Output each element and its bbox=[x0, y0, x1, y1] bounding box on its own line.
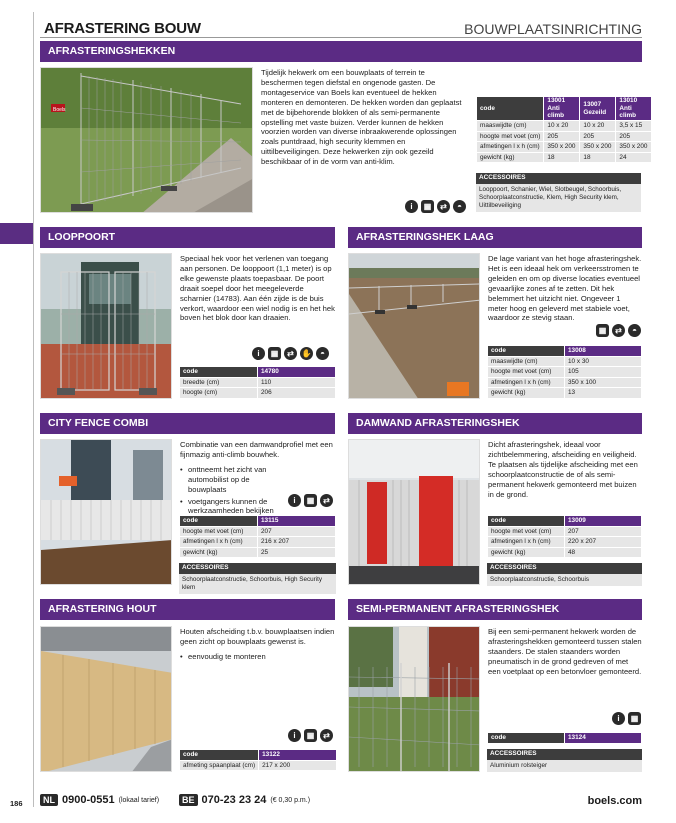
phone-be: 070-23 23 24 bbox=[201, 794, 267, 806]
manual-icon: ▦ bbox=[596, 324, 609, 337]
spec-cell: afmetingen l x h (cm) bbox=[488, 377, 565, 388]
spec-cell: 18 bbox=[580, 152, 616, 163]
section-desc-text: Houten afscheiding t.b.v. bouwplaatsen indien geen zicht op bouwplaats gewenst is. bbox=[180, 627, 335, 646]
spec-header-cell: code bbox=[180, 367, 258, 378]
accessories-list: Aluminium rolsteiger bbox=[487, 760, 642, 772]
spec-cell: 24 bbox=[616, 152, 652, 163]
spec-cell: breedte (cm) bbox=[180, 377, 258, 388]
spec-cell: afmeting spaanplaat (cm) bbox=[180, 760, 259, 771]
photo-wooden-fence bbox=[40, 626, 172, 772]
accessories-damwand-afrasteringshek bbox=[487, 563, 642, 586]
spec-header-cell: 13007 Gezeild bbox=[580, 97, 616, 121]
footer-contact-nl bbox=[40, 794, 159, 806]
info-icon: i bbox=[288, 729, 301, 742]
spec-cell: 105 bbox=[565, 367, 642, 378]
manual-icon: ▦ bbox=[304, 729, 317, 742]
spec-header-cell: code bbox=[477, 97, 544, 121]
spec-cell: 48 bbox=[565, 547, 642, 558]
spec-cell: maaswijdte (cm) bbox=[488, 356, 565, 367]
page-number: 186 bbox=[10, 799, 23, 808]
spec-table-afrastering-hout bbox=[179, 749, 337, 771]
photo-fence-sidewalk bbox=[40, 67, 253, 213]
photo-looppoort bbox=[40, 253, 172, 399]
country-code-nl: NL bbox=[40, 794, 58, 806]
phone-note-be: (€ 0,30 p.m.) bbox=[270, 796, 311, 804]
spec-cell: 205 bbox=[616, 131, 652, 142]
spec-cell: 10 x 30 bbox=[565, 356, 642, 367]
spec-header-cell: 13008 bbox=[565, 346, 642, 357]
page-margin-rule bbox=[33, 12, 34, 807]
website-link[interactable]: boels.com bbox=[587, 795, 642, 807]
spec-cell: 350 x 200 bbox=[544, 142, 580, 153]
section-desc-afrasteringshekken: Tijdelijk hekwerk om een bouwplaats of terrein te beschermen tegen diefstal en ongenode gasten. De montageservice van Boels kan eventueel de hekken monteren en demonteren. De hekken worden dan geplaatst met de bijbehorende blokken of als semi-permanente opstelling met vaste buizen. Verder kunnen de hekken voorzien worden van diverse inbraakwerende oplossingen zoals puntdraad, high security klemmen en uittilbeveiligingen. Deze hekwerken zijn ook gezeild beschikbaar of in de vorm van anti-klim. bbox=[261, 68, 462, 167]
spec-cell: hoogte met voet (cm) bbox=[477, 131, 544, 142]
spec-cell: 350 x 100 bbox=[565, 377, 642, 388]
section-title-afrastering-hout: AFRASTERING HOUT bbox=[40, 599, 335, 620]
spec-cell: 205 bbox=[580, 131, 616, 142]
spec-header-cell: code bbox=[488, 733, 565, 744]
page-category: BOUWPLAATSINRICHTING bbox=[464, 21, 642, 37]
feature-icons-semi-permanent bbox=[612, 712, 641, 725]
spec-cell: afmetingen l x h (cm) bbox=[488, 537, 565, 548]
country-code-be: BE bbox=[179, 794, 198, 806]
spec-table-afrasteringshek-laag bbox=[487, 345, 642, 399]
feature-icons-afrasteringshek-laag bbox=[596, 324, 641, 337]
spec-cell: 217 x 200 bbox=[259, 760, 337, 771]
accessories-semi-permanent bbox=[487, 749, 642, 772]
header-rule bbox=[40, 37, 642, 38]
spec-cell: 216 x 207 bbox=[258, 537, 336, 548]
spec-table-looppoort bbox=[179, 366, 336, 399]
spec-header-cell: code bbox=[488, 346, 565, 357]
spec-table-afrasteringshekken bbox=[476, 96, 652, 163]
spec-cell: 10 x 20 bbox=[580, 121, 616, 132]
spec-cell: maaswijdte (cm) bbox=[477, 121, 544, 132]
phone-note-nl: (lokaal tarief) bbox=[118, 796, 160, 804]
info-icon: i bbox=[612, 712, 625, 725]
spec-cell: 13 bbox=[565, 388, 642, 399]
accessories-header: ACCESSOIRES bbox=[476, 173, 641, 184]
spec-header-cell: code bbox=[180, 750, 259, 761]
bullet-item: • eenvoudig te monteren bbox=[180, 652, 336, 662]
gloves-icon: ✋ bbox=[301, 349, 312, 358]
spec-table-semi-permanent bbox=[487, 732, 642, 744]
spec-header-cell: 13001 Anti climb bbox=[544, 97, 580, 121]
spec-table-damwand-afrasteringshek bbox=[487, 515, 642, 558]
photo-semi-permanent-fence bbox=[348, 626, 480, 772]
spec-cell: gewicht (kg) bbox=[488, 547, 565, 558]
spec-header-cell: code bbox=[488, 516, 565, 527]
section-title-damwand-afrasteringshek: DAMWAND AFRASTERINGSHEK bbox=[348, 413, 642, 434]
section-desc-text: Combinatie van een damwandprofiel met een fijnmazig anti-climb bouwhek. bbox=[180, 440, 333, 459]
feature-icons-looppoort bbox=[252, 347, 329, 360]
page-title: AFRASTERING BOUW bbox=[44, 20, 201, 37]
section-title-afrasteringshek-laag: AFRASTERINGSHEK LAAG bbox=[348, 227, 642, 248]
spec-cell: 18 bbox=[544, 152, 580, 163]
spec-cell: 207 bbox=[565, 526, 642, 537]
spec-cell: 350 x 200 bbox=[580, 142, 616, 153]
transport-icon: ⇄ bbox=[437, 200, 450, 213]
accessories-afrasteringshekken bbox=[476, 173, 641, 212]
section-title-looppoort: LOOPPOORT bbox=[40, 227, 335, 248]
manual-icon: ▦ bbox=[628, 712, 641, 725]
feature-icons-afrasteringshekken bbox=[405, 200, 466, 213]
helmet-icon: ◓ bbox=[316, 347, 329, 360]
section-desc-afrasteringshek-laag: De lage variant van het hoge afrasteringshek. Het is een ideaal hek om verkeersstromen te geleiden en om op diverse locaties eventueel gevaarlijke zones af te zetten. Dit hek belemmert het uitzicht niet. Ongeveer 1 meter hoog en geleverd met stabiele voet, waardoor ze stevig staan. bbox=[488, 254, 642, 323]
spec-cell: hoogte met voet (cm) bbox=[488, 526, 565, 537]
spec-cell: 205 bbox=[544, 131, 580, 142]
spec-cell: afmetingen l x h (cm) bbox=[477, 142, 544, 153]
spec-cell: 3,5 x 15 bbox=[616, 121, 652, 132]
section-desc-afrastering-hout bbox=[180, 627, 336, 662]
spec-cell: 207 bbox=[258, 526, 336, 537]
spec-cell: hoogte met voet (cm) bbox=[488, 367, 565, 378]
info-icon: i bbox=[405, 200, 418, 213]
spec-header-cell: code bbox=[180, 516, 258, 527]
spec-cell: gewicht (kg) bbox=[477, 152, 544, 163]
accessories-header: ACCESSOIRES bbox=[487, 563, 642, 574]
helmet-icon: ◓ bbox=[628, 324, 641, 337]
section-desc-semi-permanent: Bij een semi-permanent hekwerk worden de afrasteringshekken gemonteerd tussen stalen staanders. De stalen staanders worden pneumatisch in de grond gedreven of met een voetplaat op een betonvloer gemonteerd. bbox=[488, 627, 642, 676]
spec-cell: 350 x 200 bbox=[616, 142, 652, 153]
spec-cell: 110 bbox=[258, 377, 336, 388]
spec-cell: 25 bbox=[258, 547, 336, 558]
photo-damwand-fence bbox=[348, 439, 480, 585]
spec-cell: hoogte met voet (cm) bbox=[180, 526, 258, 537]
transport-icon: ⇄ bbox=[612, 324, 625, 337]
accessories-list: Schoorplaatconstructie, Schoorbuis bbox=[487, 574, 642, 586]
photo-city-fence bbox=[40, 439, 172, 585]
section-desc-damwand-afrasteringshek: Dicht afrasteringshek, ideaal voor zichtbelemmering, afscheiding en veiligheid. Te plaatsen als tijdelijke afscheiding met een schoorplaatconstructie de of als semi-permanent hekwerk gemonteerd met buizen in de grond. bbox=[488, 440, 638, 499]
manual-icon: ▦ bbox=[421, 200, 434, 213]
feature-icons-afrastering-hout bbox=[288, 729, 333, 742]
photo-fence-low bbox=[348, 253, 480, 399]
spec-cell: 220 x 207 bbox=[565, 537, 642, 548]
feature-icons-city-fence-combi bbox=[288, 494, 333, 507]
accessories-list: Schoorplaatconstructie, Schoorbuis, High Security klem bbox=[179, 574, 336, 594]
section-title-city-fence-combi: CITY FENCE COMBI bbox=[40, 413, 335, 434]
spec-header-cell: 13010 Anti climb bbox=[616, 97, 652, 121]
transport-icon: ⇄ bbox=[320, 729, 333, 742]
spec-cell: hoogte (cm) bbox=[180, 388, 258, 399]
section-desc-looppoort: Speciaal hek voor het verlenen van toegang aan personen. De looppoort (1,1 meter) is op elke gewenste plaats toepasbaar. De poort draait soepel door het meegeleverde scharnier (14783). Aan één zijde is de buis verkort, waardoor een wiel nodig is en het hek boven het blok door kan draaien. bbox=[180, 254, 335, 323]
phone-nl: 0900-0551 bbox=[62, 794, 115, 806]
spec-cell: gewicht (kg) bbox=[488, 388, 565, 399]
transport-icon: ⇄ bbox=[320, 494, 333, 507]
spec-header-cell: 14780 bbox=[258, 367, 336, 378]
accessories-header: ACCESSOIRES bbox=[179, 563, 336, 574]
section-side-tab bbox=[0, 223, 33, 244]
info-icon: i bbox=[288, 494, 301, 507]
spec-table-city-fence-combi bbox=[179, 515, 336, 558]
photo-boels-sign: Boels bbox=[53, 107, 66, 113]
transport-icon: ⇄ bbox=[284, 347, 297, 360]
section-title-afrasteringshekken: AFRASTERINGSHEKKEN bbox=[40, 41, 642, 62]
spec-cell: 10 x 20 bbox=[544, 121, 580, 132]
spec-header-cell: 13122 bbox=[259, 750, 337, 761]
spec-header-cell: 13115 bbox=[258, 516, 336, 527]
spec-cell: afmetingen l x h (cm) bbox=[180, 537, 258, 548]
manual-icon: ▦ bbox=[268, 347, 281, 360]
manual-icon: ▦ bbox=[304, 494, 317, 507]
info-icon: i bbox=[252, 347, 265, 360]
accessories-list: Looppoort, Schanier, Wiel, Slotbeugel, Schoorbuis, Schoorplaatconstructie, Klem, High Security klem, Uittilbeveiliging bbox=[476, 184, 641, 212]
accessories-header: ACCESSOIRES bbox=[487, 749, 642, 760]
spec-cell: 206 bbox=[258, 388, 336, 399]
footer-contact-be bbox=[179, 794, 310, 806]
spec-cell: gewicht (kg) bbox=[180, 547, 258, 558]
helmet-icon: ◓ bbox=[453, 200, 466, 213]
bullet-item: • voetgangers kunnen de werkzaamheden bekijken bbox=[180, 497, 284, 517]
section-title-semi-permanent: SEMI-PERMANENT AFRASTERINGSHEK bbox=[348, 599, 642, 620]
spec-header-cell: 13124 bbox=[565, 733, 642, 744]
accessories-city-fence-combi bbox=[179, 563, 336, 594]
spec-header-cell: 13009 bbox=[565, 516, 642, 527]
bullet-item: • onttneemt het zicht van automobilist op de bouwplaats bbox=[180, 465, 284, 495]
